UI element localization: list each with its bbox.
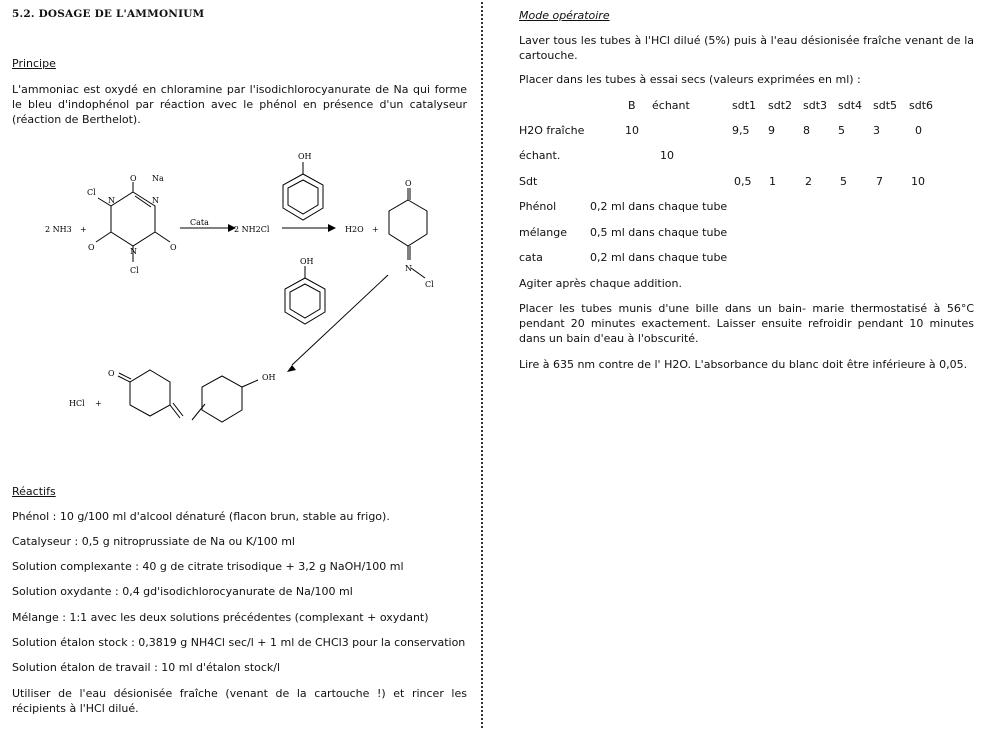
svg-text:2 NH2Cl: 2 NH2Cl [234, 225, 270, 234]
final-note: Utiliser de l'eau désionisée fraîche (venant de la cartouche !) et rincer les récipients à l'HCl dilué. [12, 687, 467, 715]
reactif-item: Mélange : 1:1 avec les deux solutions précédentes (complexant + oxydant) [12, 611, 429, 624]
table-cell: 3 [873, 124, 880, 137]
row-label: Phénol [519, 200, 557, 213]
table-cell: 10 [660, 149, 674, 162]
row-label: H2O fraîche [519, 124, 585, 137]
principe-text: L'ammoniac est oxydé en chloramine par l'isodichlorocyanurate de Na qui forme le bleu d'indophénol par réaction avec le phénol en présence d'un catalyseur (réaction de Berthelot). [12, 83, 467, 126]
svg-text:+: + [80, 225, 87, 234]
svg-text:Cl: Cl [87, 188, 96, 197]
cata-label: Cata [190, 218, 209, 227]
svg-text:Cl: Cl [425, 280, 434, 289]
mode-para4: Lire à 635 nm contre de l' H2O. L'absorbance du blanc doit être inférieure à 0,05. [519, 358, 968, 371]
row-text: 0,2 ml dans chaque tube [590, 251, 728, 264]
table-cell: 5 [838, 124, 845, 137]
col-header: sdt3 [803, 99, 828, 112]
table-cell: 2 [805, 175, 812, 188]
table-cell: 10 [911, 175, 925, 188]
col-header: B [628, 99, 636, 112]
col-header: sdt6 [909, 99, 934, 112]
svg-text:O: O [130, 174, 137, 183]
table-cell: 5 [840, 175, 847, 188]
svg-text:+: + [372, 225, 379, 234]
table-cell: 9,5 [732, 124, 750, 137]
triazine-ring [111, 192, 155, 246]
svg-text:O: O [108, 369, 115, 378]
svg-text:OH: OH [262, 373, 276, 382]
col-header: sdt4 [838, 99, 863, 112]
reactif-item: Solution complexante : 40 g de citrate trisodique + 3,2 g NaOH/100 ml [12, 560, 404, 573]
svg-text:+: + [95, 399, 102, 408]
svg-text:Cl: Cl [130, 266, 139, 275]
table-cell: 8 [803, 124, 810, 137]
table-cell: 7 [876, 175, 883, 188]
row-label: cata [519, 251, 543, 264]
svg-text:O: O [170, 243, 177, 252]
svg-text:O: O [405, 179, 412, 188]
svg-text:Na: Na [152, 174, 164, 183]
agiter-text: Agiter après chaque addition. [519, 277, 682, 290]
reactif-item: Solution étalon de travail : 10 ml d'étalon stock/l [12, 661, 281, 674]
col-header: sdt1 [732, 99, 757, 112]
table-cell: 0 [915, 124, 922, 137]
reactif-item: Solution oxydante : 0,4 gd'isodichlorocyanurate de Na/100 ml [12, 585, 353, 598]
column-divider [481, 2, 483, 728]
col-header: sdt5 [873, 99, 898, 112]
row-label: échant. [519, 149, 561, 162]
svg-text:OH: OH [298, 152, 312, 161]
svg-text:OH: OH [300, 257, 314, 266]
svg-text:O: O [88, 243, 95, 252]
mode-para1: Laver tous les tubes à l'HCl dilué (5%) puis à l'eau désionisée fraîche venant de la cartouche. [519, 34, 974, 62]
mode-para2: Placer dans les tubes à essai secs (valeurs exprimées en ml) : [519, 73, 861, 86]
mode-heading: Mode opératoire [519, 9, 610, 22]
mode-para3: Placer les tubes munis d'une bille dans un bain- marie thermostatisé à 56°C pendant 20 minutes exactement. Laisser ensuite refroidir pendant 10 minutes dans un bain d'eau à l'obscurité. [519, 302, 974, 345]
table-cell: 0,5 [734, 175, 752, 188]
reagent-nh3: 2 NH3 [45, 225, 72, 234]
reactif-item: Phénol : 10 g/100 ml d'alcool dénaturé (flacon brun, stable au frigo). [12, 510, 390, 523]
row-label: mélange [519, 226, 568, 239]
row-text: 0,5 ml dans chaque tube [590, 226, 728, 239]
reactifs-heading: Réactifs [12, 485, 56, 498]
reactif-item: Solution étalon stock : 0,3819 g NH4Cl sec/l + 1 ml de CHCl3 pour la conservation [12, 636, 466, 649]
svg-text:N: N [108, 196, 115, 205]
section-title: 5.2. DOSAGE DE L'AMMONIUM [12, 8, 205, 20]
reactif-item: Catalyseur : 0,5 g nitroprussiate de Na ou K/100 ml [12, 535, 295, 548]
svg-text:N: N [152, 196, 159, 205]
table-cell: 10 [625, 124, 639, 137]
svg-text:N: N [130, 247, 137, 256]
col-header: sdt2 [768, 99, 793, 112]
col-header: échant [652, 99, 690, 112]
table-cell: 1 [769, 175, 776, 188]
principe-heading: Principe [12, 57, 56, 70]
reaction-scheme [0, 140, 480, 440]
svg-text:H2O: H2O [345, 225, 364, 234]
row-label: Sdt [519, 175, 538, 188]
svg-text:HCl: HCl [69, 399, 85, 408]
table-cell: 9 [768, 124, 775, 137]
svg-text:N: N [405, 264, 412, 273]
row-text: 0,2 ml dans chaque tube [590, 200, 728, 213]
